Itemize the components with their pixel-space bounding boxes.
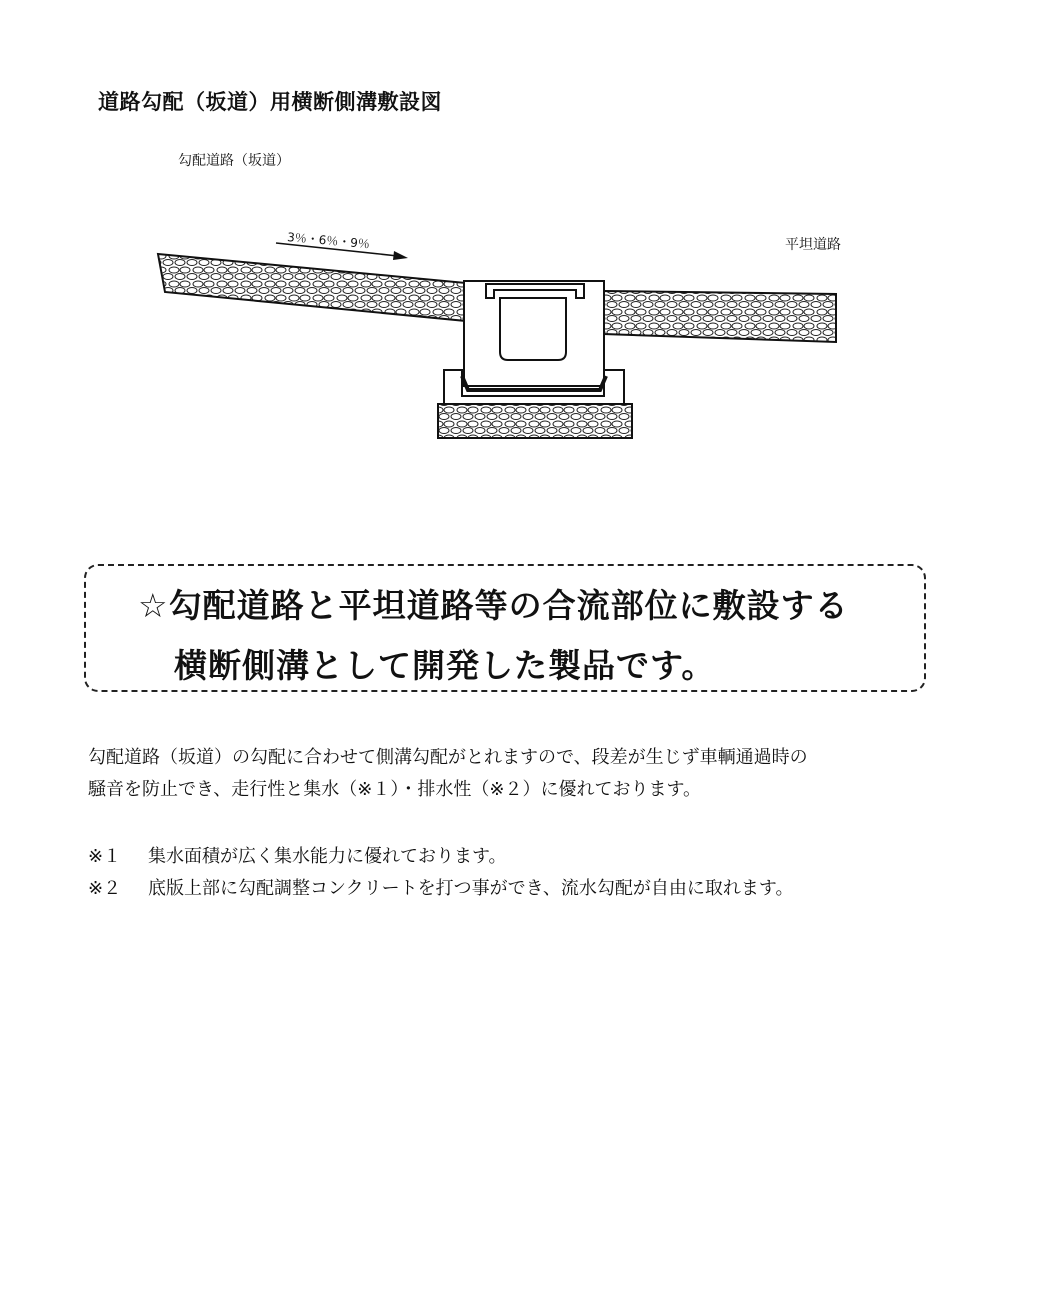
description-line-2: 騒音を防止でき、走行性と集水（※１）・排水性（※２）に優れております。 xyxy=(88,779,702,800)
foundation-gravel xyxy=(438,404,632,438)
slope-road-label: 勾配道路（坂道） xyxy=(178,153,290,169)
callout-box xyxy=(84,564,926,692)
grade-label: 3％・6％・9％ xyxy=(286,229,371,252)
flat-road-pavement xyxy=(604,291,836,342)
description-line-1: 勾配道路（坂道）の勾配に合わせて側溝勾配がとれますので、段差が生じず車輌通過時の xyxy=(88,747,808,768)
slope-road-pavement xyxy=(158,254,466,321)
note-1 xyxy=(88,842,507,868)
note-1-mark: ※１ xyxy=(88,846,122,867)
note-2-text: 底版上部に勾配調整コンクリートを打つ事ができ、流水勾配が自由に取れます。 xyxy=(148,878,794,899)
note-1-text: 集水面積が広く集水能力に優れております。 xyxy=(148,846,507,867)
callout-line-2: 横断側溝として開発した製品です。 xyxy=(174,646,716,685)
page-title: 道路勾配（坂道）用横断側溝敷設図 xyxy=(98,90,442,114)
cross-section-drawing xyxy=(0,0,1048,520)
gutter-channel xyxy=(500,298,566,360)
callout-line-1: ☆勾配道路と平坦道路等の合流部位に敷設する xyxy=(138,586,849,625)
note-2-mark: ※２ xyxy=(88,878,122,899)
grade-arrow-head xyxy=(393,251,408,260)
note-2 xyxy=(88,874,793,900)
cross-section-figure xyxy=(0,0,1048,520)
flat-road-label: 平坦道路 xyxy=(785,237,841,253)
description xyxy=(88,742,968,806)
